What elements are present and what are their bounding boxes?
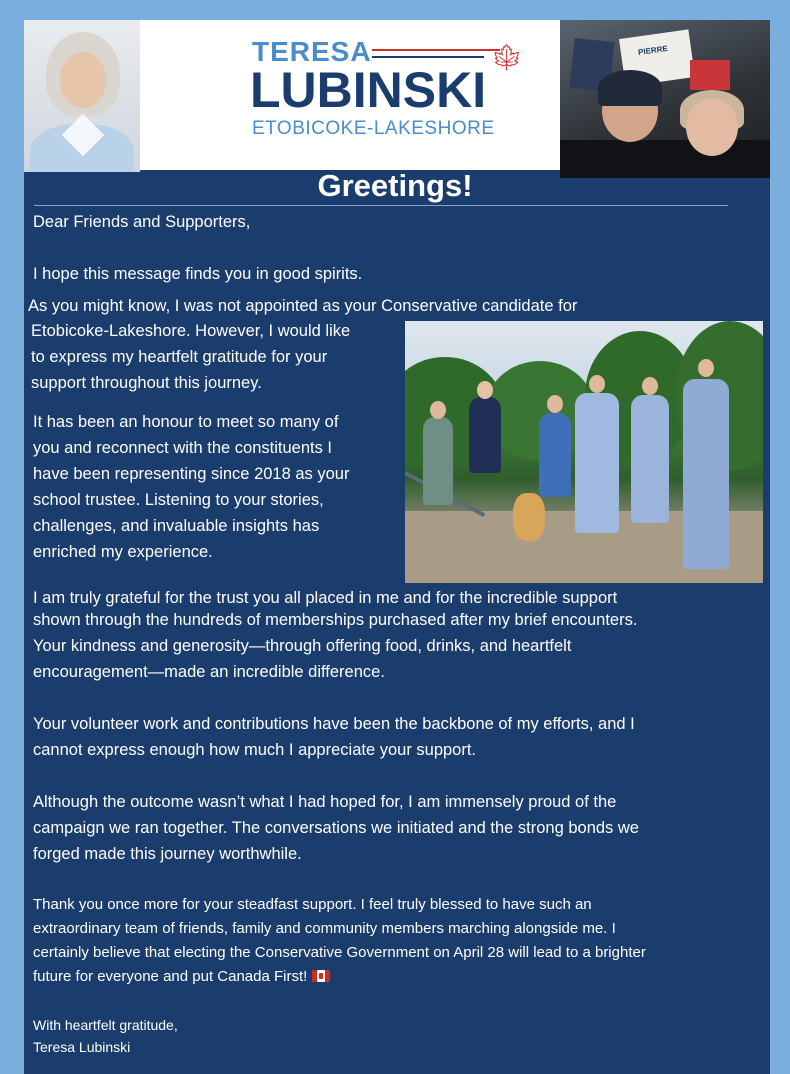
logo-last-name: LUBINSKI xyxy=(250,62,487,118)
maple-leaf-icon: 🍁︎ xyxy=(490,42,524,72)
salutation: Dear Friends and Supporters, xyxy=(33,213,251,231)
logo-red-stripe xyxy=(372,49,500,51)
paragraph-7-line-4-wrap xyxy=(33,965,330,989)
paragraph-3-line-1: It has been an honour to meet so many of xyxy=(33,413,339,431)
paragraph-2-line-3: to express my heartfelt gratitude for your xyxy=(31,348,328,366)
paragraph-5-line-2: cannot express enough how much I appreciate your support. xyxy=(33,741,477,759)
paragraph-6-line-2: campaign we ran together. The conversations we initiated and the strong bonds we xyxy=(33,819,639,837)
canada-flag-icon xyxy=(312,970,330,982)
paragraph-3-line-3: have been representing since 2018 as your xyxy=(33,465,350,483)
paragraph-1: I hope this message finds you in good spirits. xyxy=(33,265,363,283)
candidate-portrait-photo xyxy=(24,20,140,172)
paragraph-3-line-2: you and reconnect with the constituents I xyxy=(33,439,333,457)
paragraph-2-line-4: support throughout this journey. xyxy=(31,374,262,392)
paragraph-3-line-5: challenges, and invaluable insights has xyxy=(33,517,320,535)
heading-rule xyxy=(34,205,728,206)
rally-photo xyxy=(560,20,770,178)
signature: Teresa Lubinski xyxy=(33,1039,131,1055)
paragraph-2-line-2: Etobicoke-Lakeshore. However, I would like xyxy=(31,322,351,340)
paragraph-6-line-1: Although the outcome wasn’t what I had hoped for, I am immensely proud of the xyxy=(33,793,617,811)
paragraph-2-line-1: As you might know, I was not appointed as your Conservative candidate for xyxy=(28,297,578,315)
group-walking-photo xyxy=(405,321,763,583)
paragraph-3-line-4: school trustee. Listening to your stories, xyxy=(33,491,324,509)
letter-heading: Greetings! xyxy=(317,168,473,203)
paragraph-3-line-6: enriched my experience. xyxy=(33,543,213,561)
campaign-logo xyxy=(140,20,560,170)
paragraph-7-line-1: Thank you once more for your steadfast support. I feel truly blessed to have such an xyxy=(33,896,592,913)
logo-riding-name: ETOBICOKE-LAKESHORE xyxy=(252,118,495,139)
logo-blue-stripe xyxy=(372,56,484,58)
paragraph-5-line-1: Your volunteer work and contributions have been the backbone of my efforts, and I xyxy=(33,715,635,733)
paragraph-4-line-1: I am truly grateful for the trust you all placed in me and for the incredible support xyxy=(33,589,618,607)
paragraph-7-line-3: certainly believe that electing the Conservative Government on April 28 will lead to a brighter xyxy=(33,944,646,961)
paragraph-4-line-2: shown through the hundreds of memberships purchased after my brief encounters. xyxy=(33,611,638,629)
paragraph-6-line-3: forged made this journey worthwhile. xyxy=(33,845,302,863)
logo-first-name: TERESA xyxy=(252,36,372,67)
paragraph-4-line-4: encouragement—made an incredible difference. xyxy=(33,663,385,681)
rally-sign-text: PIERRE xyxy=(637,43,669,58)
paragraph-7-line-4: future for everyone and put Canada First! xyxy=(33,968,308,985)
paragraph-7-line-2: extraordinary team of friends, family and community members marching alongside me. I xyxy=(33,920,616,937)
paragraph-4-line-3: Your kindness and generosity—through offering food, drinks, and heartfelt xyxy=(33,637,572,655)
closing: With heartfelt gratitude, xyxy=(33,1017,178,1033)
